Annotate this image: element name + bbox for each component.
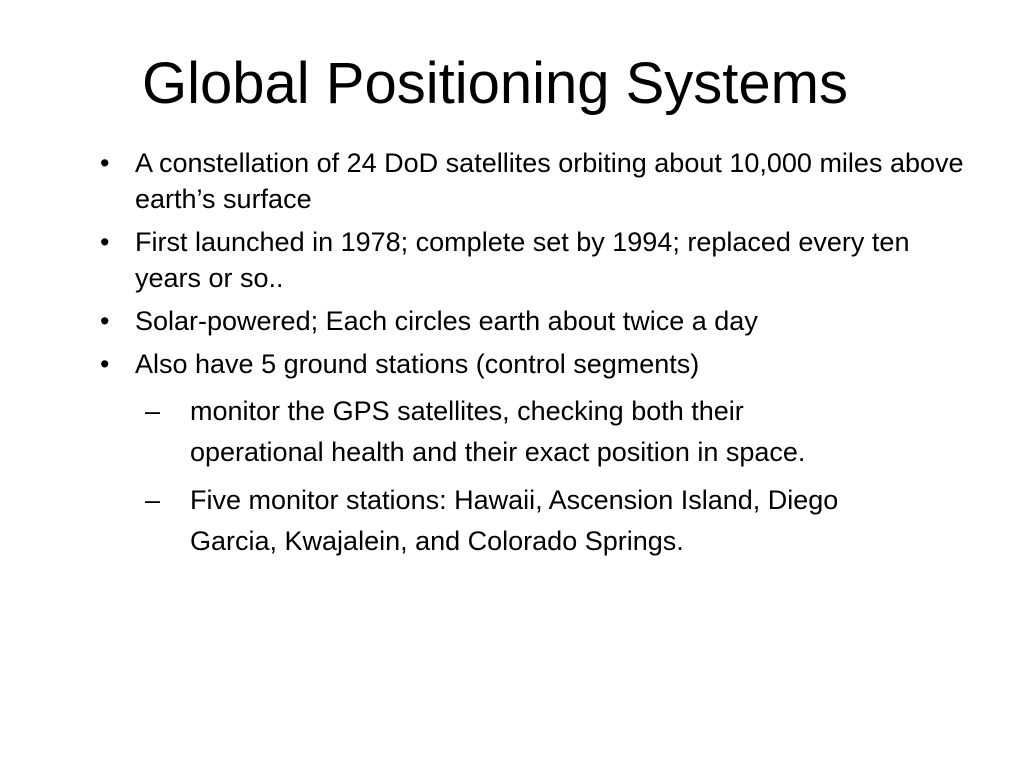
sub-bullet-item-monitoring	[145, 391, 865, 473]
bullet-item-launch-history	[100, 224, 980, 296]
bullet-list	[100, 145, 980, 569]
bullet-text: Solar-powered; Each circles earth about twice a day	[135, 306, 758, 336]
sub-bullet-item-monitor-stations	[145, 480, 865, 562]
bullet-text: Also have 5 ground stations (control segments)	[135, 349, 700, 379]
sub-bullet-marker: –	[145, 396, 161, 426]
bullet-marker: •	[100, 306, 110, 336]
bullet-text: First launched in 1978; complete set by 1994; replaced every ten years or so..	[135, 227, 910, 293]
sub-bullet-text: monitor the GPS satellites, checking both their operational health and their exact position in space.	[190, 396, 806, 467]
bullet-item-ground-stations	[100, 346, 980, 562]
bullet-text: A constellation of 24 DoD satellites orbiting about 10,000 miles above earth’s surface	[135, 148, 964, 214]
slide-title: Global Positioning Systems	[142, 51, 848, 116]
sub-bullet-list	[145, 391, 865, 562]
bullet-marker: •	[100, 349, 110, 379]
bullet-marker: •	[100, 148, 110, 178]
sub-bullet-marker: –	[145, 485, 161, 515]
bullet-marker: •	[100, 227, 110, 257]
bullet-item-constellation	[100, 145, 980, 217]
bullet-item-solar-power	[100, 303, 980, 339]
sub-bullet-text: Five monitor stations: Hawaii, Ascension Island, Diego Garcia, Kwajalein, and Colorado Springs.	[190, 485, 839, 556]
